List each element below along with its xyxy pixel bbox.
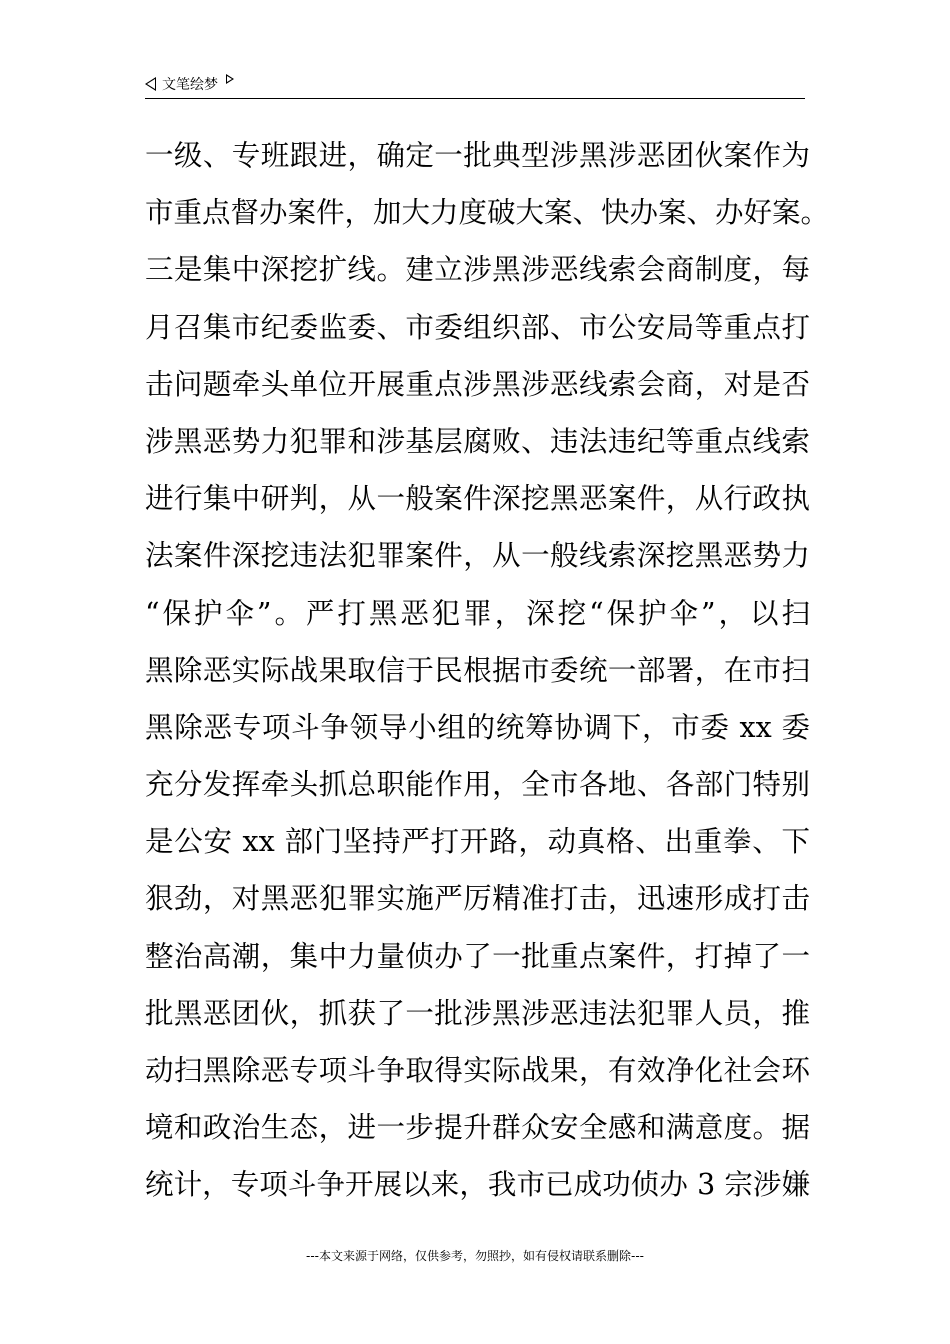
body-line: 充分发挥牵头抓总职能作用，全市各地、各部门特别 [145, 768, 810, 802]
body-line: 狠劲，对黑恶犯罪实施严厉精准打击，迅速形成打击 [145, 882, 810, 916]
left-triangle-icon [145, 77, 156, 91]
body-line: 是公安 xx 部门坚持严打开路，动真格、出重拳、下 [145, 825, 810, 859]
body-line: 黑除恶实际战果取信于民根据市委统一部署，在市扫 [145, 653, 810, 687]
right-triangle-icon [226, 74, 234, 84]
body-line: 涉黑恶势力犯罪和涉基层腐败、违法违纪等重点线索 [145, 424, 810, 458]
body-line: 统计，专项斗争开展以来，我市已成功侦办 3 宗涉嫌 [145, 1168, 810, 1202]
header-title: 文笔绘梦 [162, 77, 218, 93]
body-line: “保护伞”。严打黑恶犯罪，深挖“保护伞”，以扫 [145, 596, 810, 630]
body-line: 击问题牵头单位开展重点涉黑涉恶线索会商，对是否 [145, 367, 810, 401]
body-line: 整治高潮，集中力量侦办了一批重点案件，打掉了一 [145, 939, 810, 973]
body-line: 境和政治生态，进一步提升群众安全感和满意度。据 [145, 1111, 810, 1145]
body-line: 动扫黑除恶专项斗争取得实际战果，有效净化社会环 [145, 1054, 810, 1087]
page-footer: ---本文来源于网络，仅供参考，勿照抄，如有侵权请联系删除--- [306, 1249, 644, 1263]
body-line: 批黑恶团伙，抓获了一批涉黑涉恶违法犯罪人员，推 [145, 996, 810, 1030]
body-line: 黑除恶专项斗争领导小组的统筹协调下，市委 xx 委 [145, 710, 810, 744]
body-line: 月召集市纪委监委、市委组织部、市公安局等重点打 [145, 310, 810, 344]
body-line: 三是集中深挖扩线。建立涉黑涉恶线索会商制度，每 [145, 253, 810, 287]
body-line: 法案件深挖违法犯罪案件，从一般线索深挖黑恶势力 [145, 539, 810, 573]
page-header [145, 72, 805, 99]
document-body [145, 127, 830, 1214]
body-line: 进行集中研判，从一般案件深挖黑恶案件，从行政执 [145, 482, 810, 516]
header-brand [145, 74, 234, 94]
body-line: 一级、专班跟进，确定一批典型涉黑涉恶团伙案作为 [145, 139, 810, 172]
body-line: 市重点督办案件，加大力度破大案、快办案、办好案。 [145, 196, 830, 230]
